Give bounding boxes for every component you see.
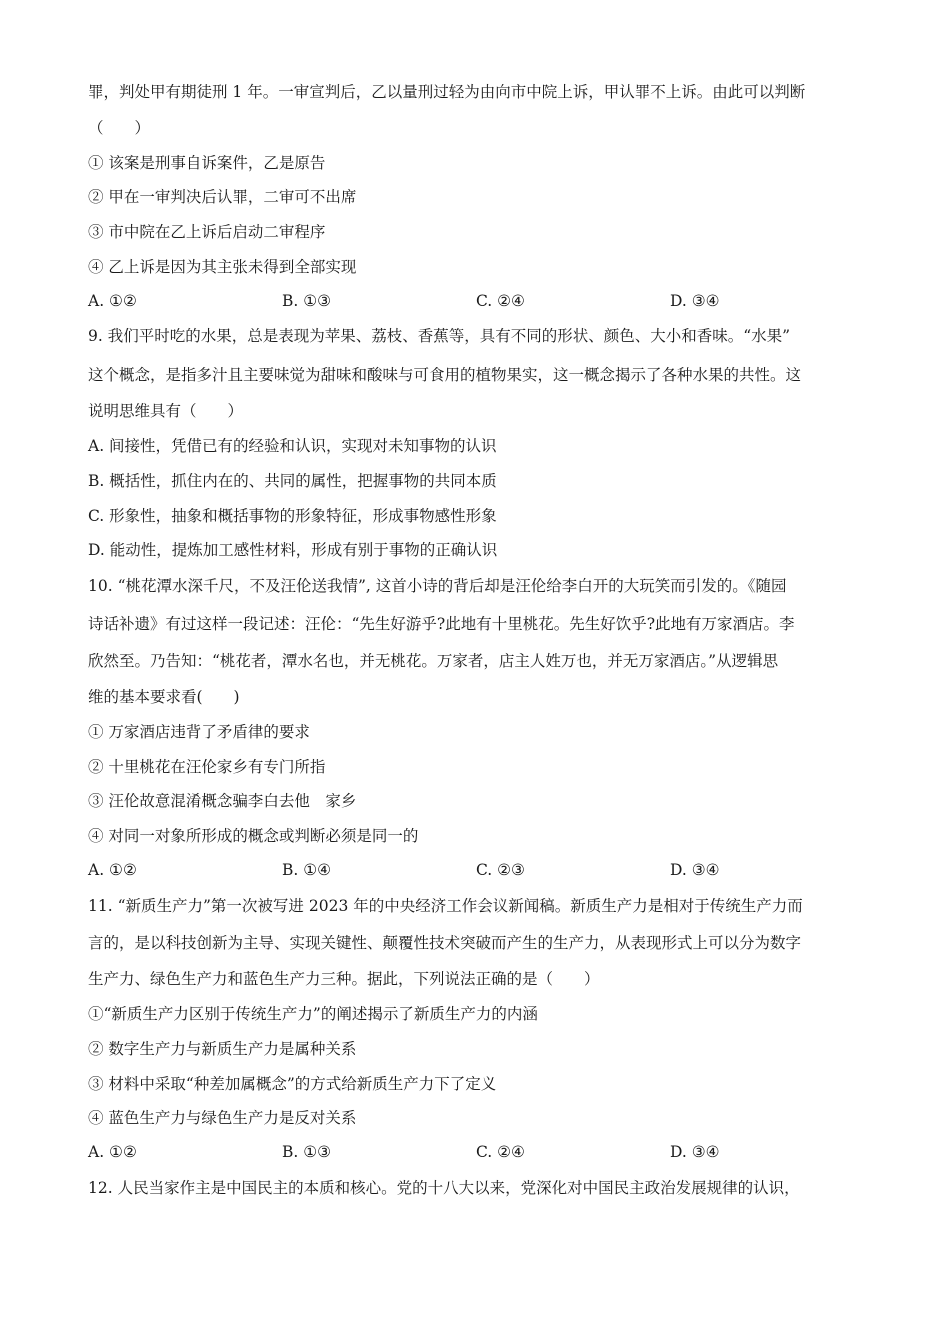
q10-option-b[interactable]: B. ①④ [282,861,332,879]
q8-item-4: ④ 乙上诉是因为其主张未得到全部实现 [88,258,357,276]
q10-stem-line-4: 维的基本要求看( ) [88,688,240,706]
q11-option-d[interactable]: D. ③④ [670,1143,720,1161]
q8-item-3: ③ 市中院在乙上诉后启动二审程序 [88,223,326,241]
q10-stem-line-3: 欣然至。乃告知：“桃花者，潭水名也，并无桃花。万家者，店主人姓万也，并无万家酒店。”从逻辑思 [88,652,779,670]
q11-item-3: ③ 材料中采取“种差加属概念”的方式给新质生产力下了定义 [88,1075,497,1093]
q10-option-a[interactable]: A. ①② [88,861,137,879]
q9-option-d[interactable]: D. 能动性，提炼加工感性材料，形成有别于事物的正确认识 [88,541,498,559]
q10-item-4: ④ 对同一对象所形成的概念或判断必须是同一的 [88,827,419,845]
q11-option-b[interactable]: B. ①③ [282,1143,332,1161]
q8-option-c[interactable]: C. ②④ [476,292,525,310]
q11-item-1: ①“新质生产力区别于传统生产力”的阐述揭示了新质生产力的内涵 [88,1005,538,1023]
q8-item-1: ① 该案是刑事自诉案件，乙是原告 [88,154,326,172]
q10-option-d[interactable]: D. ③④ [670,861,720,879]
q8-option-a[interactable]: A. ①② [88,292,137,310]
q8-stem-line-1: 罪，判处甲有期徒刑 1 年。一审宣判后，乙以量刑过轻为由向市中院上诉，甲认罪不上诉。由此可以判断 [88,83,806,101]
q11-item-2: ② 数字生产力与新质生产力是属种关系 [88,1040,357,1058]
q12-stem-line-1: 12. 人民当家作主是中国民主的本质和核心。党的十八大以来，党深化对中国民主政治发展规律的认识， [88,1179,800,1197]
q11-stem-line-1: 11. “新质生产力”第一次被写进 2023 年的中央经济工作会议新闻稿。新质生产力是相对于传统生产力而 [88,897,803,915]
q10-stem-line-1: 10. “桃花潭水深千尺，不及汪伦送我情”, 这首小诗的背后却是汪伦给李白开的大玩笑而引发的。《随园 [88,577,787,595]
q8-option-d[interactable]: D. ③④ [670,292,720,310]
q8-item-2: ② 甲在一审判决后认罪，二审可不出席 [88,188,357,206]
q10-item-1: ① 万家酒店违背了矛盾律的要求 [88,723,310,741]
q10-item-3: ③ 汪伦故意混淆概念骗李白去他 家乡 [88,792,357,810]
q9-stem-line-2: 这个概念，是指多汁且主要味觉为甜味和酸味与可食用的植物果实，这一概念揭示了各种水果的共性。这 [88,366,802,384]
q9-stem-line-1: 9. 我们平时吃的水果，总是表现为苹果、荔枝、香蕉等，具有不同的形状、颜色、大小和香味。“水果” [88,327,791,345]
q10-item-2: ② 十里桃花在汪伦家乡有专门所指 [88,758,326,776]
q9-stem-line-3: 说明思维具有（ ） [88,402,244,420]
q9-option-b[interactable]: B. 概括性，抓住内在的、共同的属性，把握事物的共同本质 [88,472,497,490]
q10-stem-line-2: 诗话补遗》有过这样一段记述：汪伦：“先生好游乎?此地有十里桃花。先生好饮乎?此地有万家酒店。李 [88,615,795,633]
q9-option-c[interactable]: C. 形象性，抽象和概括事物的形象特征，形成事物感性形象 [88,507,497,525]
q8-answer-blank: （ ） [88,119,151,137]
q11-option-a[interactable]: A. ①② [88,1143,137,1161]
q11-item-4: ④ 蓝色生产力与绿色生产力是反对关系 [88,1109,357,1127]
q11-option-c[interactable]: C. ②④ [476,1143,525,1161]
q11-stem-line-2: 言的，是以科技创新为主导、实现关键性、颠覆性技术突破而产生的生产力，从表现形式上可以分为数字 [88,934,802,952]
q10-option-c[interactable]: C. ②③ [476,861,525,879]
q9-option-a[interactable]: A. 间接性，凭借已有的经验和认识，实现对未知事物的认识 [88,437,497,455]
q8-option-b[interactable]: B. ①③ [282,292,332,310]
q11-stem-line-3: 生产力、绿色生产力和蓝色生产力三种。据此，下列说法正确的是（ ） [88,970,600,988]
